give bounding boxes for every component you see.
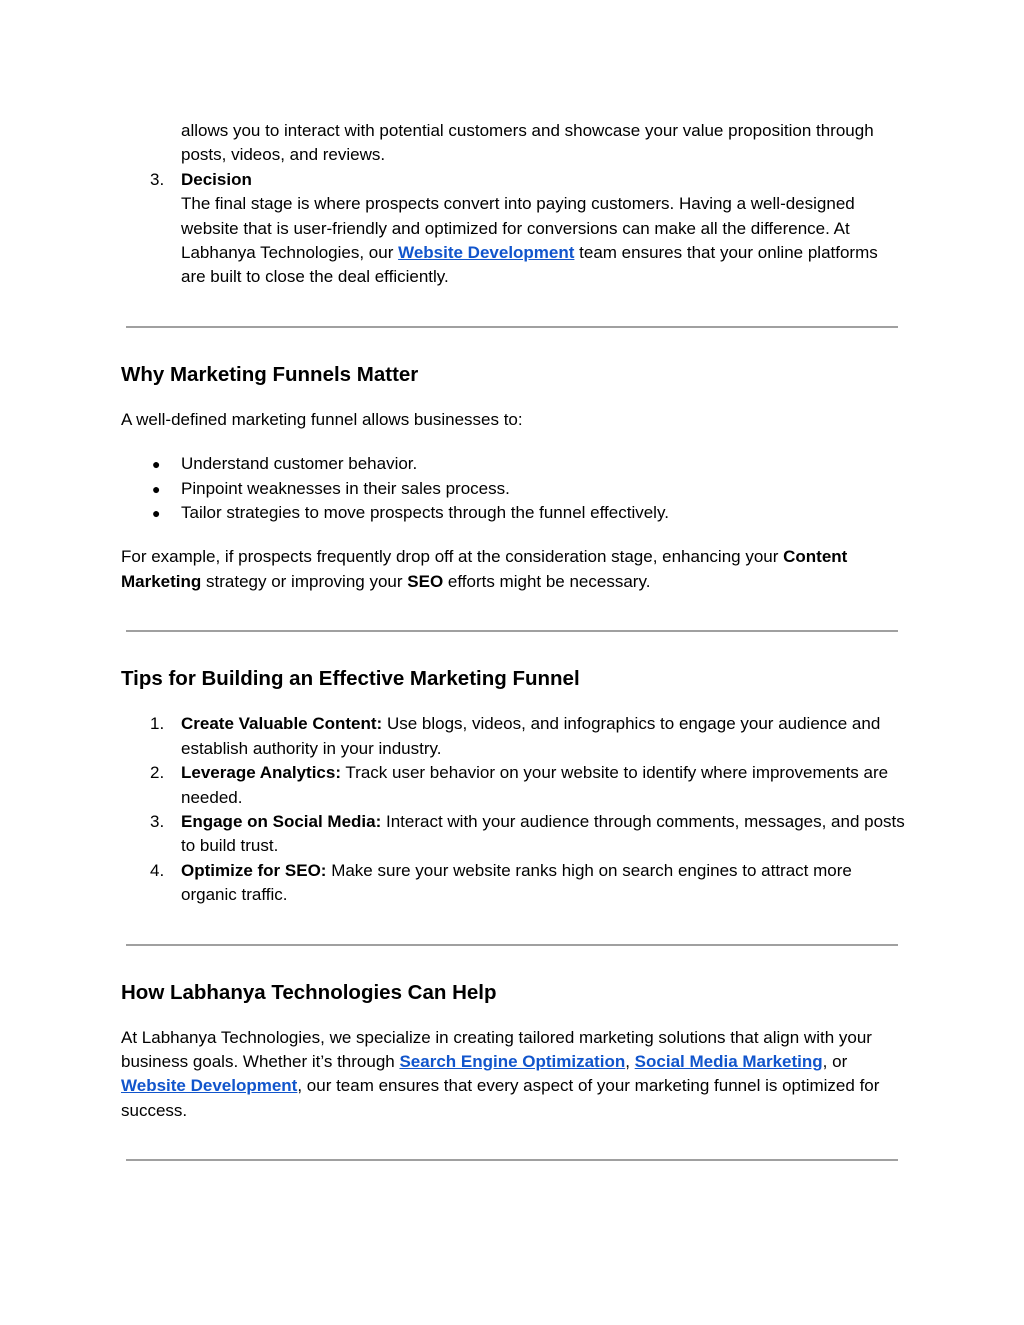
list-item: [121, 859, 905, 908]
stage-3-item: [121, 168, 905, 192]
text-segment: , or: [822, 1051, 848, 1071]
text-segment: efforts might be necessary.: [443, 571, 651, 591]
list-item: [121, 501, 905, 525]
text-segment: , our team ensures that every aspect of your marketing funnel is optimized for success.: [121, 1076, 880, 1120]
list-item: [121, 477, 905, 501]
tip-text: Interact with your audience through comments, messages, and posts to build trust.: [181, 811, 905, 856]
tip-title: Create Valuable Content:: [181, 714, 383, 734]
search-engine-optimization-link[interactable]: Search Engine Optimization: [399, 1051, 626, 1071]
list-number: 3.: [150, 811, 165, 831]
text-segment: At Labhanya Technologies, we specialize in creating tailored marketing solutions that align with your business goals. Whether it’s through: [121, 1027, 872, 1071]
help-paragraph: [121, 1026, 905, 1124]
list-number: 2.: [150, 763, 165, 783]
tip-title: Optimize for SEO:: [181, 860, 327, 880]
text-segment: For example, if prospects frequently drop off at the consideration stage, enhancing your: [121, 547, 784, 567]
tip-text: Track user behavior on your website to identify where improvements are needed.: [181, 763, 889, 807]
social-media-marketing-link[interactable]: Social Media Marketing: [634, 1051, 823, 1071]
document-content: [121, 119, 905, 1161]
section-divider: [126, 1159, 898, 1161]
tip-title: Engage on Social Media:: [181, 811, 382, 831]
text-segment: team ensures that your online platforms are built to close the deal efficiently.: [181, 243, 878, 287]
content-marketing-term: Content Marketing: [121, 547, 848, 591]
list-item: [121, 810, 905, 859]
website-development-link[interactable]: Website Development: [398, 243, 575, 263]
stage-2-continuation: allows you to interact with potential customers and showcase your value proposition through posts, videos, and reviews.: [181, 121, 874, 165]
list-number: 4.: [150, 860, 165, 880]
tip-text: Make sure your website ranks high on search engines to attract more organic traffic.: [181, 860, 852, 905]
list-item: [121, 712, 905, 761]
list-item: [121, 761, 905, 810]
list-item-text: Pinpoint weaknesses in their sales process.: [181, 478, 510, 498]
text-segment: ,: [625, 1051, 635, 1071]
why-lead: A well-defined marketing funnel allows businesses to:: [121, 409, 523, 429]
bullet-icon: ●: [152, 480, 161, 497]
seo-term: SEO: [407, 571, 444, 591]
website-development-link[interactable]: Website Development: [121, 1076, 298, 1096]
text-segment: The final stage is where prospects convert into paying customers. Having a well-designed website that is user-friendly and optimized for conversions can make all the difference. At Labhanya Technologies, our: [181, 194, 855, 263]
list-item-text: Tailor strategies to move prospects through the funnel effectively.: [181, 503, 669, 523]
why-heading: Why Marketing Funnels Matter: [121, 362, 419, 386]
stage-3-description: [121, 192, 905, 290]
tip-title: Leverage Analytics:: [181, 763, 341, 783]
bullet-icon: ●: [152, 505, 161, 522]
text-segment: strategy or improving your: [201, 571, 408, 591]
why-example: [121, 545, 905, 594]
help-heading: How Labhanya Technologies Can Help: [121, 980, 497, 1004]
tip-text: Use blogs, videos, and infographics to engage your audience and establish authority in your industry.: [181, 714, 881, 758]
stage-3-title: Decision: [181, 169, 252, 189]
bullet-icon: ●: [152, 456, 161, 473]
list-number: 1.: [150, 714, 165, 734]
list-number: 3.: [150, 169, 165, 189]
list-item-text: Understand customer behavior.: [181, 454, 418, 474]
list-item: [121, 452, 905, 476]
tips-heading: Tips for Building an Effective Marketing Funnel: [121, 667, 580, 691]
